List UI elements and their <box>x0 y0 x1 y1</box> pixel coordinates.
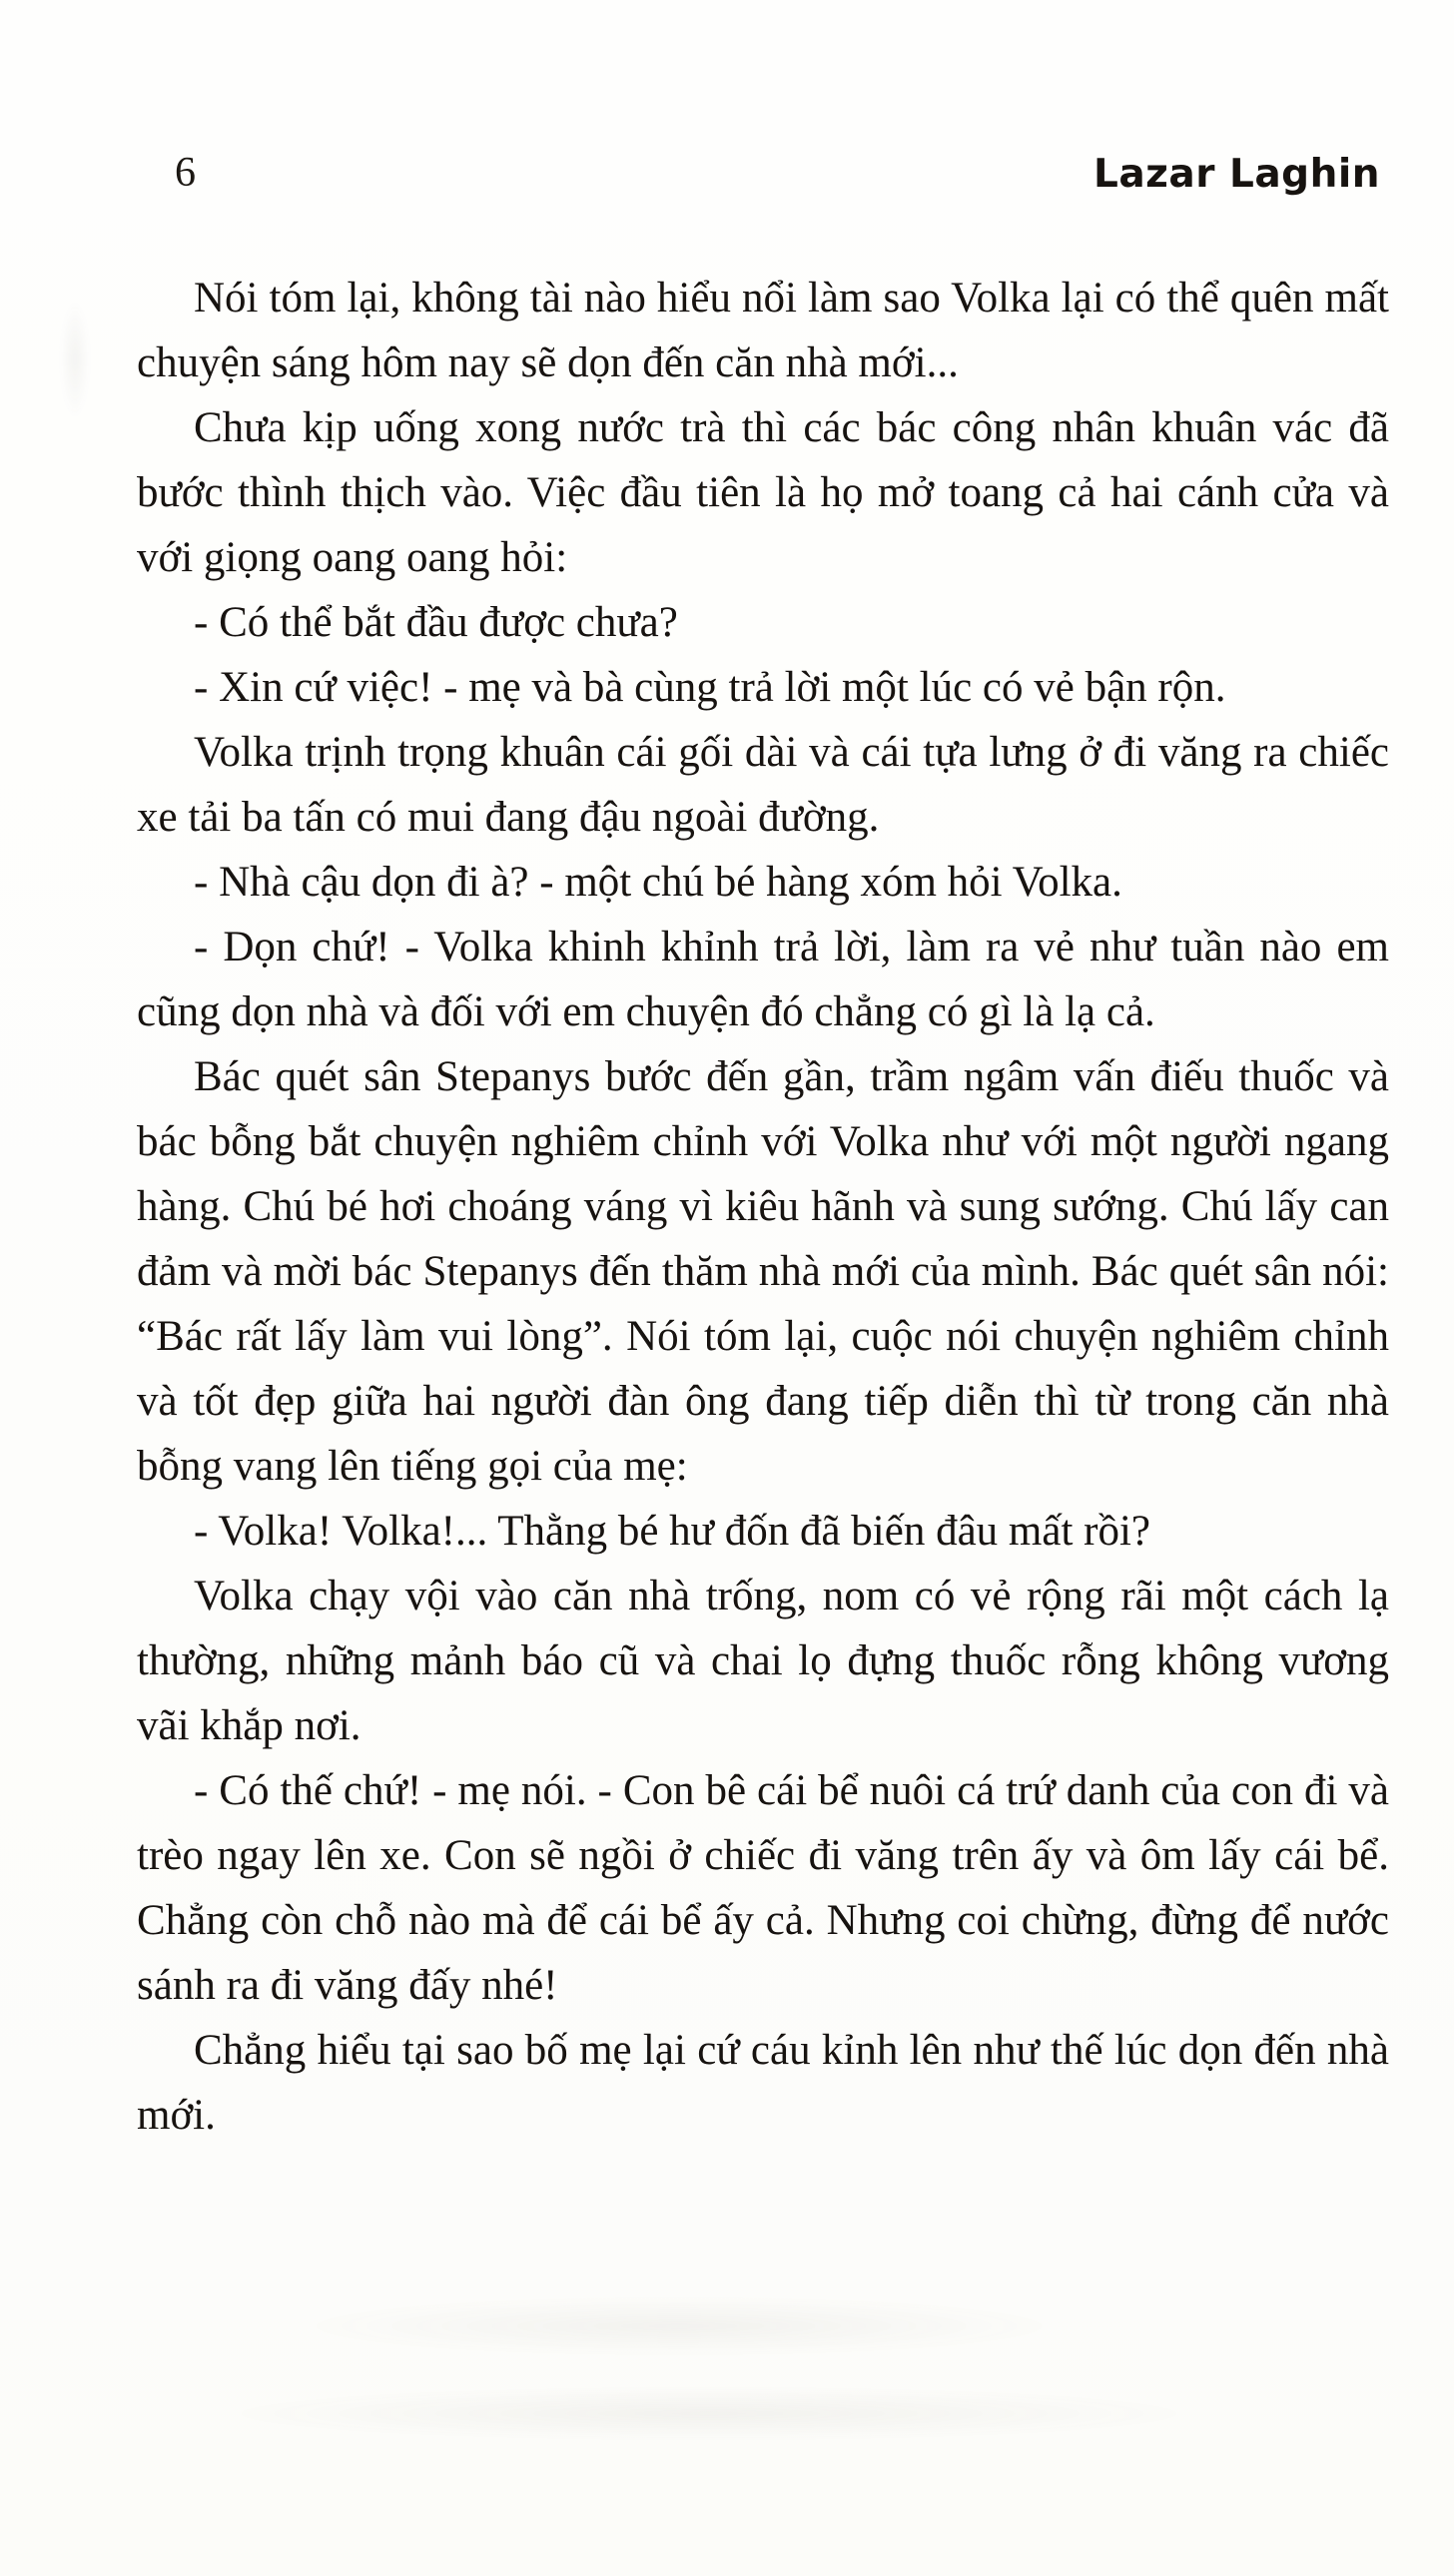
paragraph: Bác quét sân Stepanys bước đến gần, trầm ngâm vấn điếu thuốc và bác bỗng bắt chuyện nghiêm chỉnh với Volka như với một người ngang hàng. Chú bé hơi choáng váng vì kiêu hãnh và sung sướng. Chú lấy can đảm và mời bác Stepanys đến thăm nhà mới của mình. Bác quét sân nói: “Bác rất lấy làm vui lòng”. Nói tóm lại, cuộc nói chuyện nghiêm chỉnh và tốt đẹp giữa hai người đàn ông đang tiếp diễn thì từ trong căn nhà bỗng vang lên tiếng gọi của mẹ: <box>137 1053 1389 1490</box>
scan-bleedthrough-smudge <box>220 2386 1198 2441</box>
paragraph: Chưa kịp uống xong nước trà thì các bác công nhân khuân vác đã bước thình thịch vào. Việc đầu tiên là họ mở toang cả hai cánh cửa và với giọng oang oang hỏi: <box>137 404 1389 581</box>
page-number: 6 <box>175 150 196 196</box>
paragraph: Chẳng hiểu tại sao bố mẹ lại cứ cáu kỉnh lên như thế lúc dọn đến nhà mới. <box>137 2027 1389 2139</box>
running-head-author: Lazar Laghin <box>1093 152 1380 197</box>
paragraph: - Dọn chứ! - Volka khinh khỉnh trả lời, làm ra vẻ như tuần nào em cũng dọn nhà và đối với em chuyện đó chẳng có gì là lạ cả. <box>137 924 1389 1035</box>
paragraph: - Nhà cậu dọn đi à? - một chú bé hàng xóm hỏi Volka. <box>194 859 1122 906</box>
paragraph: Nói tóm lại, không tài nào hiểu nổi làm sao Volka lại có thể quên mất chuyện sáng hôm nay sẽ dọn đến căn nhà mới... <box>137 275 1389 386</box>
paragraph: - Xin cứ việc! - mẹ và bà cùng trả lời một lúc có vẻ bận rộn. <box>194 664 1226 711</box>
paragraph: - Có thế chứ! - mẹ nói. - Con bê cái bể nuôi cá trứ danh của con đi và trèo ngay lên xe. Con sẽ ngồi ở chiếc đi văng trên ấy và ôm lấy cái bể. Chẳng còn chỗ nào mà để cái bể ấy cả. Nhưng coi chừng, đừng để nước sánh ra đi văng đấy nhé! <box>137 1767 1389 2009</box>
scan-bleedthrough-smudge <box>300 2296 1059 2356</box>
paragraph: Volka chạy vội vào căn nhà trống, nom có vẻ rộng rãi một cách lạ thường, những mảnh báo cũ và chai lọ đựng thuốc rỗng không vương vãi khắp nơi. <box>137 1573 1389 1749</box>
running-header <box>175 152 1380 199</box>
paragraph: - Volka! Volka!... Thằng bé hư đốn đã biến đâu mất rồi? <box>194 1508 1150 1555</box>
scan-edge-speck <box>60 300 90 419</box>
paragraph: - Có thể bắt đầu được chưa? <box>194 599 678 646</box>
page-text-block <box>137 266 1389 2148</box>
paragraph: Volka trịnh trọng khuân cái gối dài và cái tựa lưng ở đi văng ra chiếc xe tải ba tấn có mui đang đậu ngoài đường. <box>137 729 1389 841</box>
